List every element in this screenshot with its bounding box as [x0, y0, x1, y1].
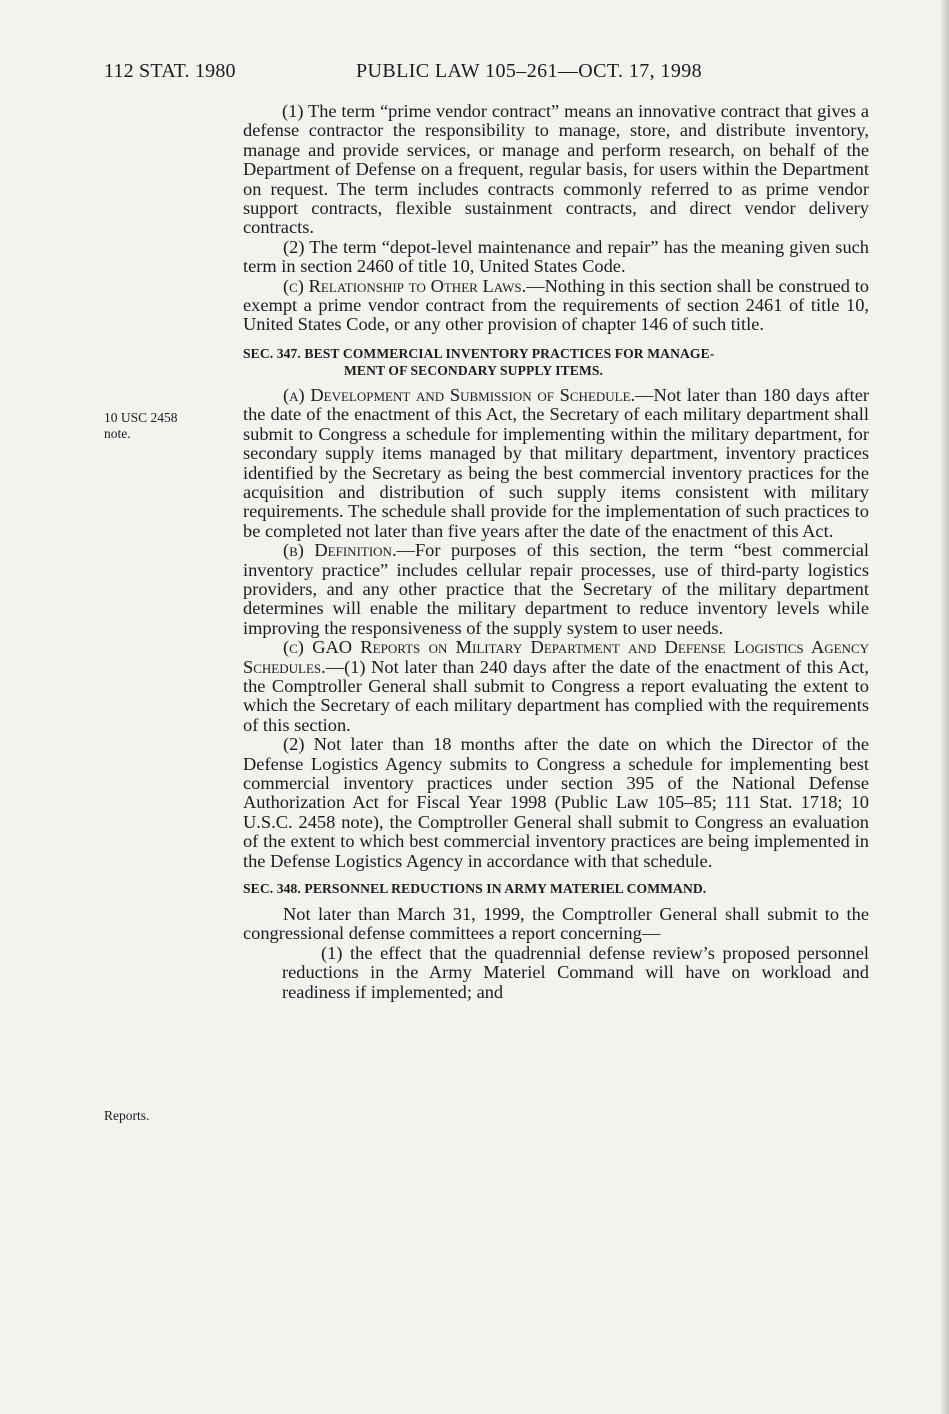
- subsection-body-a: —Not later than 180 days after the date of the enactment of this Act, the Secretary of each military department shall submit to Congress a schedule for implementing within the military department, for secondary supply items managed by that military department, inventory practices identified by the Secretary as being the best commercial inventory practices for the acquisition and distribution of such supply items consistent with military requirements. The schedule shall provide for the implementation of such practices to be completed not later than five years after the date of the enactment of this Act.: [243, 384, 870, 541]
- paragraph-definition: [243, 541, 869, 638]
- subsection-heading-b: (b) Definition.: [283, 540, 397, 561]
- subsection-body-gao: —(1) Not later than 240 days after the date of the enactment of this Act, the Comptroller General shall submit to Congress a report evaluating the extent to which the Secretary of each military department has complied with the requirements of this section.: [243, 656, 869, 735]
- margin-note-reports: Reports.: [104, 1108, 150, 1123]
- page-header: [104, 60, 864, 90]
- page-edge-shadow: [939, 0, 949, 1414]
- paragraph-army-materiel-report: Not later than March 31, 1999, the Comptroller General shall submit to the congressional defense committees a report concerning—: [243, 904, 869, 944]
- margin-note-usc: [104, 410, 178, 442]
- paragraph-dla-evaluation: (2) Not later than 18 months after the date on which the Director of the Defense Logistics Agency submits to Congress a schedule for implementing best commercial inventory practices under section 395 of the National Defense Authorization Act for Fiscal Year 1998 (Public Law 105–85; 111 Stat. 1718; 10 U.S.C. 2458 note), the Comptroller General shall submit to Congress an evaluation of the extent to which best commercial inventory practices are being implemented in the Defense Logistics Agency in accordance with that schedule.: [243, 734, 869, 871]
- paragraph-relationship-other-laws: [243, 277, 869, 335]
- margin-note-usc-note: note.: [104, 426, 131, 441]
- margin-note-usc-citation: 10 USC 2458: [104, 410, 178, 425]
- paragraph-qdr-effect: (1) the effect that the quadrennial defense review’s proposed personnel reductions in the Army Materiel Command will have on workload and readiness if implemented; and: [282, 942, 869, 1002]
- subsection-body-c: —Nothing in this section shall be construed to exempt a prime vendor contract from the requirements of section 2461 of title 10, United States Code, or any other provision of chapter 146 of such title.: [243, 275, 870, 335]
- section-347-heading: [243, 345, 869, 379]
- section-348-heading: SEC. 348. PERSONNEL REDUCTIONS IN ARMY MATERIEL COMMAND.: [243, 881, 707, 897]
- subsection-heading-a: (a) Development and Submission of Schedule.: [283, 384, 636, 405]
- stat-page-number: 112 STAT. 1980: [104, 60, 236, 82]
- paragraph-depot-level-definition: (2) The term “depot-level maintenance and repair” has the meaning given such term in section 2460 of title 10, United States Code.: [243, 236, 869, 277]
- subsection-body-b: —For purposes of this section, the term “best commercial inventory practice” includes cellular repair processes, use of third-party logistics providers, and any other practice that the Secretary of the military department determines will enable the military department to reduce inventory levels while improving the responsiveness of the supply system to user needs.: [243, 540, 869, 638]
- paragraph-development-schedule: [243, 386, 869, 541]
- subsection-heading-gao: (c) GAO Reports on Military Department and Defense Logistics Agency Schedules.: [243, 637, 869, 677]
- section-347-line-2: MENT OF SECONDARY SUPPLY ITEMS.: [344, 362, 604, 378]
- section-347-line-1: SEC. 347. BEST COMMERCIAL INVENTORY PRACTICES FOR MANAGE-: [243, 345, 715, 361]
- public-law-title: PUBLIC LAW 105–261—OCT. 17, 1998: [356, 60, 703, 82]
- paragraph-gao-reports: [243, 638, 869, 735]
- body-column: [243, 102, 869, 1002]
- paragraph-prime-vendor-definition: (1) The term “prime vendor contract” means an innovative contract that gives a defense contractor the responsibility to manage, store, and distribute inventory, manage and provide services, or manage and perform research, on behalf of the Department of Defense on a frequent, regular basis, for users within the Department on request. The term includes contracts commonly referred to as prime vendor support contracts, flexible sustainment contracts, and direct vendor delivery contracts.: [243, 101, 869, 238]
- subsection-heading-c: (c) Relationship to Other Laws.: [283, 275, 527, 296]
